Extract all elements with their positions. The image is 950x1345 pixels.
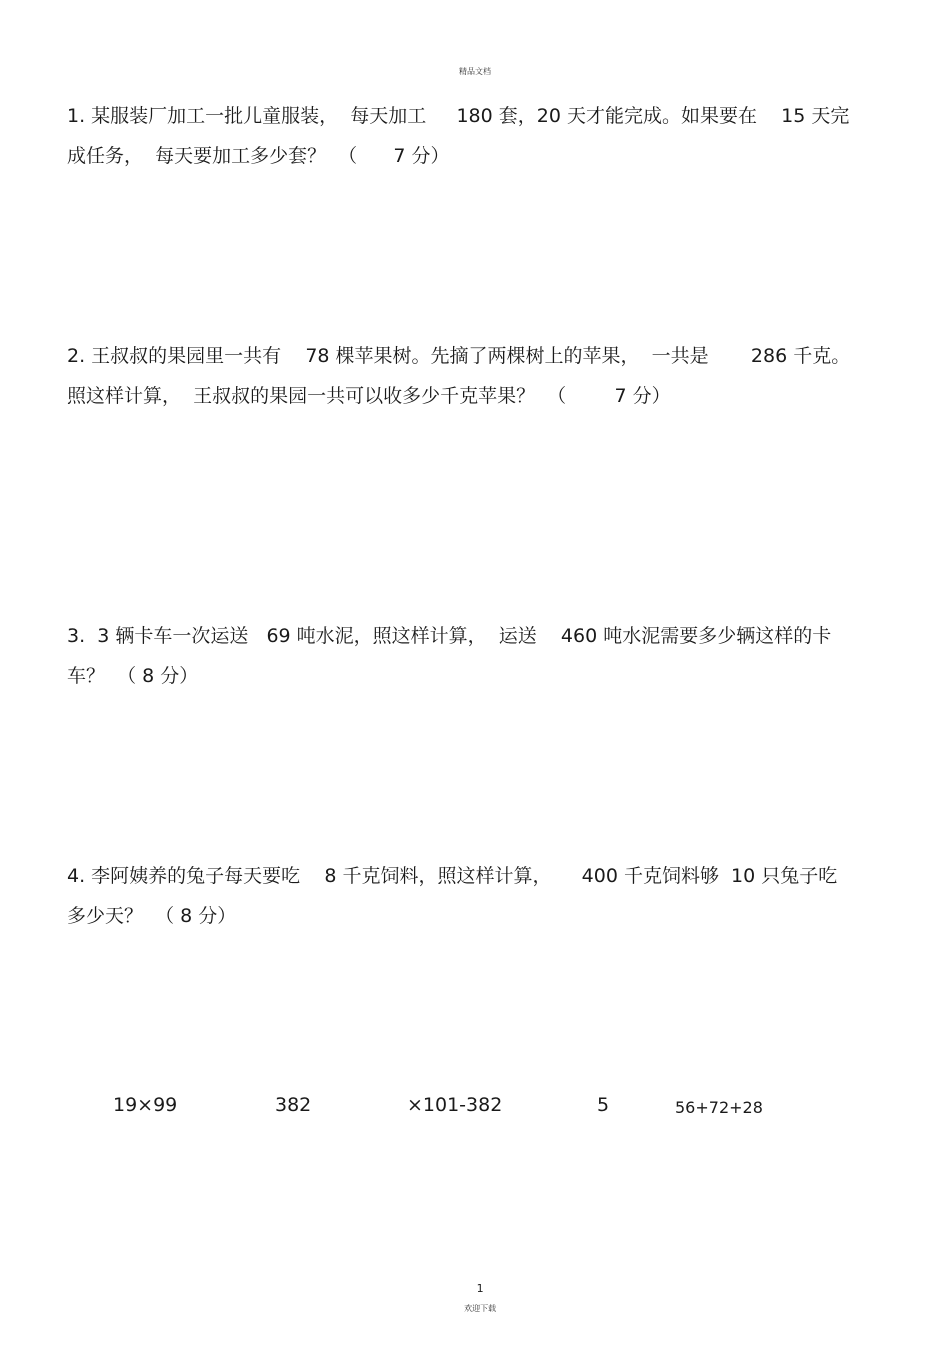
question-3 [67,616,887,696]
page-footer [0,1258,950,1315]
question-3-line-2: 车？ （ 8 分） [67,665,199,687]
calculation-2: 382 [275,1094,312,1116]
question-1 [67,96,887,176]
header-note: 精品文档 [459,67,491,76]
question-3-line-1: 3. 3 辆卡车一次运送 69 吨水泥，照这样计算， 运送 460 吨水泥需要多少辆这样的卡 [67,625,832,647]
question-2-line-1: 2. 王叔叔的果园里一共有 78 棵苹果树。先摘了两棵树上的苹果， 一共是 286 千克。 [67,345,851,367]
footer-text: 欢迎下载 [464,1304,497,1313]
calculation-3: ×101-382 [407,1094,503,1116]
calculation-5: 56+72+28 [675,1098,763,1117]
question-1-line-2: 成任务， 每天要加工多少套？ （ 7 分） [67,145,450,167]
question-4-line-1: 4. 李阿姨养的兔子每天要吃 8 千克饲料，照这样计算， 400 千克饲料够 10 只兔子吃 [67,865,838,887]
page-number: 1 [476,1282,484,1295]
question-2-line-2: 照这样计算， 王叔叔的果园一共可以收多少千克苹果？ （ 7 分） [67,385,671,407]
calculation-4: 5 [597,1094,610,1116]
question-4-line-2: 多少天？ （ 8 分） [67,905,237,927]
calculation-1: 19×99 [113,1094,178,1116]
question-4 [67,856,887,936]
question-1-line-1: 1. 某服装厂加工一批儿童服装， 每天加工 180 套，20 天才能完成。如果要在 15 天完 [67,105,850,127]
question-2 [67,336,887,416]
